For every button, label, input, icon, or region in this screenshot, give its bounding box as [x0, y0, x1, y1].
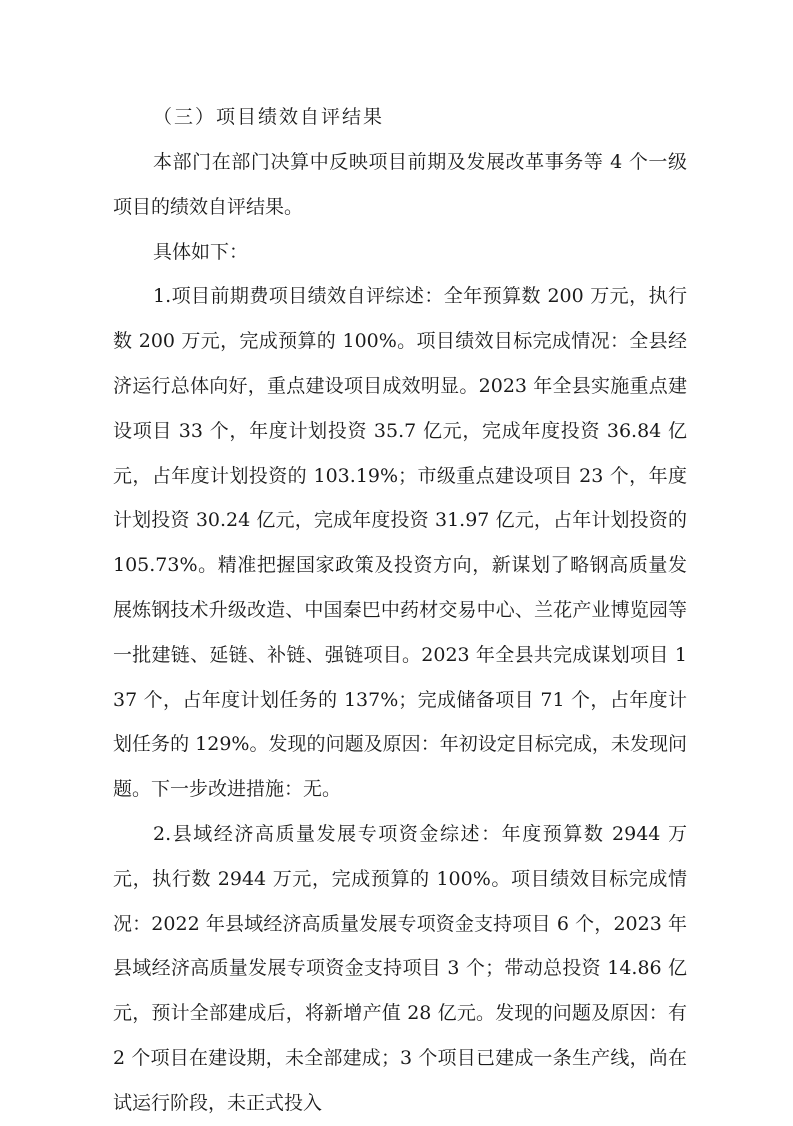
paragraph-item-2: 2.县域经济高质量发展专项资金综述：年度预算数 2944 万元，执行数 2944 万元，完成预算的 100%。项目绩效目标完成情况：2022 年县域经济高质量发展专项资金支持项目 6 个，2023 年县域经济高质量发展专项资金支持项目 3 个；带动总投资 14.86 亿元，预计全部建成后，将新增产值 28 亿元。发现的问题及原因：有 2 个项目在建设期，未全部建成；3 个项目已建成一条生产线，尚在试运行阶段，未正式投入	[113, 822, 687, 1114]
paragraph-intro: 本部门在部门决算中反映项目前期及发展改革事务等 4 个一级项目的绩效自评结果。	[113, 151, 687, 218]
section-heading: （三）项目绩效自评结果	[153, 106, 385, 128]
paragraph-details-lead: 具体如下：	[153, 240, 249, 263]
paragraph-item-1: 1.项目前期费项目绩效自评综述：全年预算数 200 万元，执行数 200 万元，完成预算的 100%。项目绩效目标完成情况：全县经济运行总体向好，重点建设项目成效明显。2023 年全县实施重点建设项目 33 个，年度计划投资 35.7 亿元，完成年度投资 36.84 亿元，占年度计划投资的 103.19%；市级重点建设项目 23 个，年度计划投资 30.24 亿元，完成年度投资 31.97 亿元，占年计划投资的 105.73%。精准把握国家政策及投资方向，新谋划了略钢高质量发展炼钢技术升级改造、中国秦巴中药材交易中心、兰花产业博览园等一批建链、延链、补链、强链项目。2023 年全县共完成谋划项目 137 个，占年度计划任务的 137%；完成储备项目 71 个，占年度计划任务的 129%。发现的问题及原因：年初设定目标完成，未发现问题。下一步改进措施：无。	[113, 285, 687, 801]
document-body	[113, 94, 687, 1126]
